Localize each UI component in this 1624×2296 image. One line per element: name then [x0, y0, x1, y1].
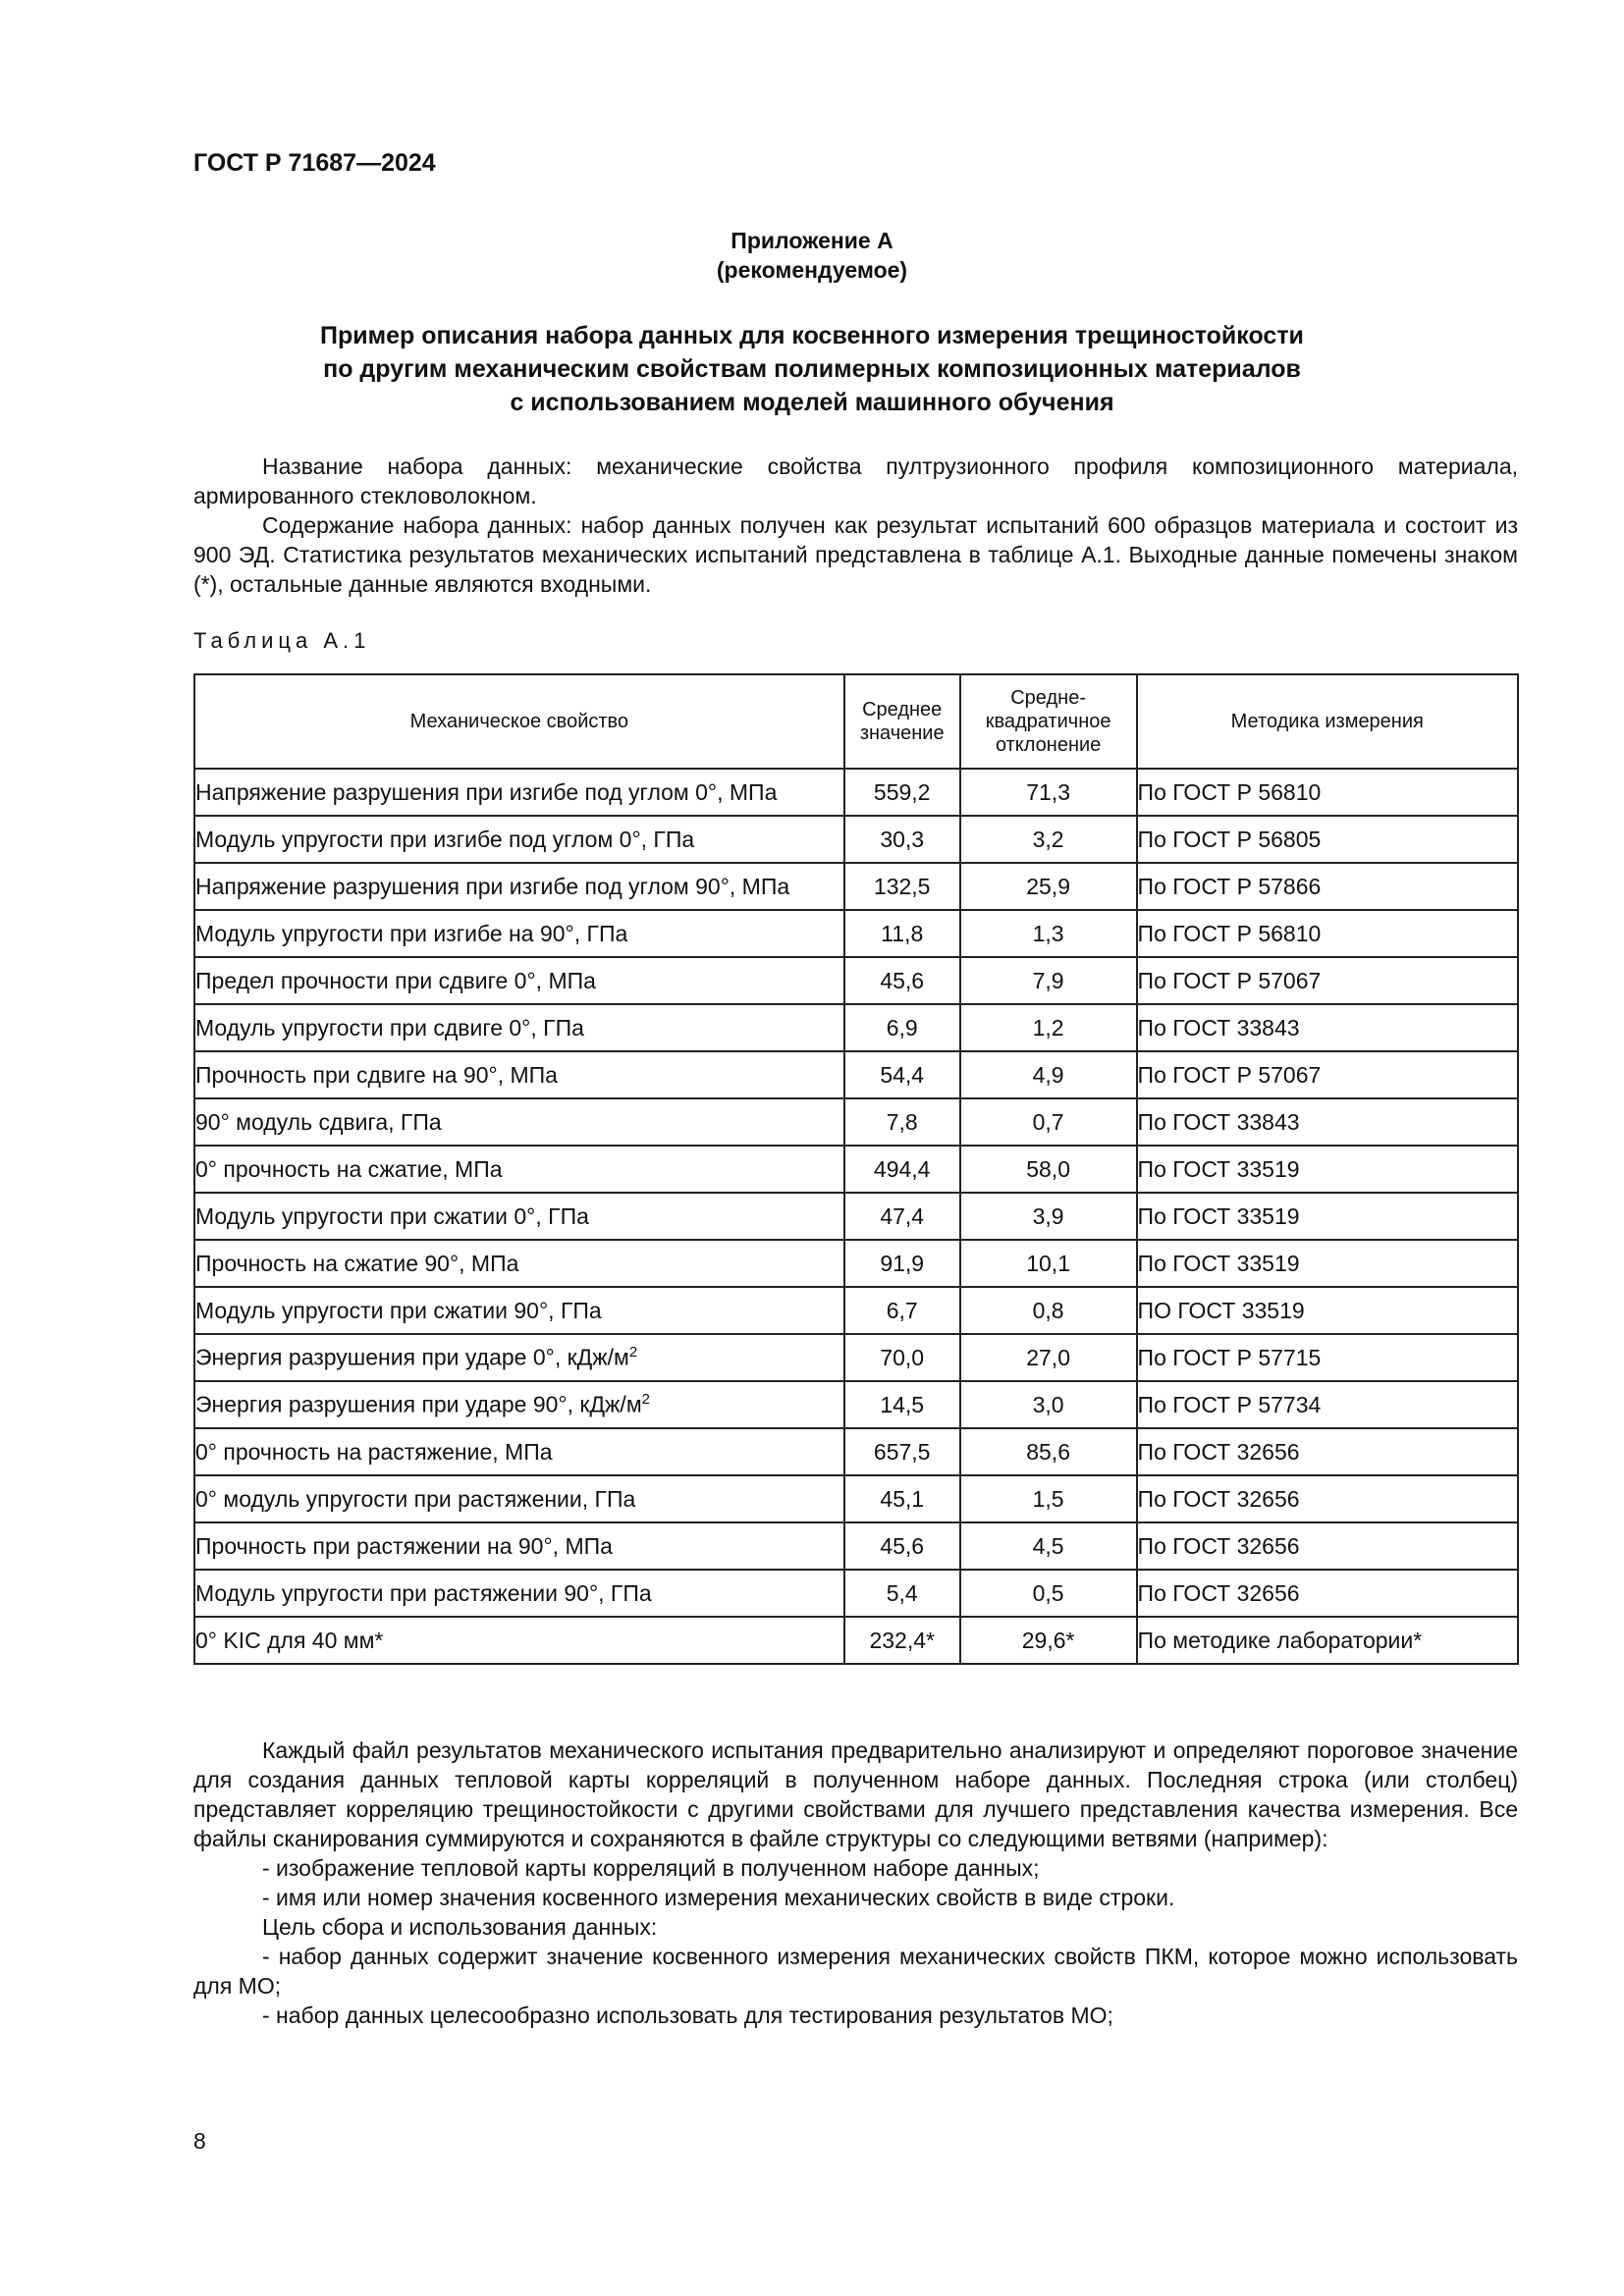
cell-mean: 559,2 [844, 769, 960, 816]
cell-property: 0° прочность на сжатие, МПа [194, 1146, 844, 1193]
cell-sd: 10,1 [960, 1240, 1137, 1287]
table-row [194, 1193, 1518, 1240]
cell-sd: 71,3 [960, 769, 1137, 816]
dataset-name-paragraph: Название набора данных: механические свойства пултрузионного профиля композиционного материала, армированного стекловолокном. [193, 454, 1518, 508]
cell-sd: 85,6 [960, 1428, 1137, 1475]
cell-property: 0° модуль упругости при растяжении, ГПа [194, 1475, 844, 1522]
cell-mean: 91,9 [844, 1240, 960, 1287]
cell-property: Модуль упругости при растяжении 90°, ГПа [194, 1570, 844, 1617]
list-item: - набор данных целесообразно использовать для тестирования результатов МО; [262, 2002, 1113, 2028]
cell-sd: 1,3 [960, 910, 1137, 957]
cell-mean: 657,5 [844, 1428, 960, 1475]
header-mean: Среднее значение [844, 674, 960, 769]
cell-sd: 25,9 [960, 863, 1137, 910]
cell-property: Модуль упругости при сдвиге 0°, ГПа [194, 1004, 844, 1051]
cell-sd: 3,9 [960, 1193, 1137, 1240]
cell-mean: 70,0 [844, 1334, 960, 1381]
cell-method: По ГОСТ Р 56810 [1137, 769, 1518, 816]
cell-method: По ГОСТ Р 57715 [1137, 1334, 1518, 1381]
cell-sd: 0,5 [960, 1570, 1137, 1617]
cell-mean: 132,5 [844, 863, 960, 910]
annex-status: (рекомендуемое) [716, 257, 908, 283]
list-item: - изображение тепловой карты корреляций в полученном наборе данных; [262, 1855, 1040, 1881]
cell-sd: 1,2 [960, 1004, 1137, 1051]
cell-property: Прочность при сдвиге на 90°, МПа [194, 1051, 844, 1098]
header-method: Методика измерения [1137, 674, 1518, 769]
cell-property: Модуль упругости при сжатии 0°, ГПа [194, 1193, 844, 1240]
annex-title [236, 319, 1388, 419]
cell-method: По ГОСТ Р 57734 [1137, 1381, 1518, 1428]
cell-method: По ГОСТ 33519 [1137, 1146, 1518, 1193]
cell-sd: 0,8 [960, 1287, 1137, 1334]
cell-sd: 29,6* [960, 1617, 1137, 1664]
mechanical-properties-table [193, 673, 1519, 1665]
cell-property: Напряжение разрушения при изгибе под углом 0°, МПа [194, 769, 844, 816]
cell-method: По ГОСТ Р 57067 [1137, 1051, 1518, 1098]
header-sd: Средне-квадратичное отклонение [960, 674, 1137, 769]
table-row [194, 957, 1518, 1004]
cell-property: Прочность на сжатие 90°, МПа [194, 1240, 844, 1287]
cell-property: Прочность при растяжении на 90°, МПа [194, 1522, 844, 1570]
dataset-content-paragraph: Содержание набора данных: набор данных получен как результат испытаний 600 образцов материала и состоит из 900 ЭД. Статистика результатов механических испытаний представлена в таблице А.1. Выходные данные помечены знаком (*), остальные данные являются входными. [193, 512, 1518, 597]
table-row [194, 1051, 1518, 1098]
cell-sd: 27,0 [960, 1334, 1137, 1381]
header-property: Механическое свойство [194, 674, 844, 769]
table-row [194, 1146, 1518, 1193]
cell-mean: 494,4 [844, 1146, 960, 1193]
table-row [194, 910, 1518, 957]
cell-method: По ГОСТ 33843 [1137, 1098, 1518, 1146]
table-header-row [194, 674, 1518, 769]
table-row [194, 1334, 1518, 1381]
cell-mean: 14,5 [844, 1381, 960, 1428]
cell-sd: 7,9 [960, 957, 1137, 1004]
annex-title-line: с использованием моделей машинного обучения [510, 389, 1114, 416]
table-row [194, 1522, 1518, 1570]
cell-property: 0° KIC для 40 мм* [194, 1617, 844, 1664]
table-row [194, 1570, 1518, 1617]
list-item: - набор данных содержит значение косвенного измерения механических свойств ПКМ, которое можно использовать для МО; [193, 1944, 1518, 1999]
cell-mean: 30,3 [844, 816, 960, 863]
cell-method: По ГОСТ 33519 [1137, 1193, 1518, 1240]
cell-method: По ГОСТ 32656 [1137, 1570, 1518, 1617]
cell-mean: 7,8 [844, 1098, 960, 1146]
cell-property: Модуль упругости при сжатии 90°, ГПа [194, 1287, 844, 1334]
table-caption: Таблица А.1 [193, 628, 371, 653]
cell-mean: 54,4 [844, 1051, 960, 1098]
processing-paragraph: Каждый файл результатов механического испытания предварительно анализируют и определяют пороговое значение для создания данных тепловой карты корреляций в полученном наборе данных. Последняя строка (или столбец) представляет корреляцию трещиностойкости с другими свойствами для лучшего представления качества измерения. Все файлы сканирования суммируются и сохраняются в файле структуры со следующими ветвями (например): [193, 1737, 1518, 1851]
table-row [194, 769, 1518, 816]
cell-mean: 6,7 [844, 1287, 960, 1334]
cell-property: Энергия разрушения при ударе 90°, кДж/$м^2$ [194, 1381, 844, 1428]
table-row [194, 1004, 1518, 1051]
cell-mean: 45,6 [844, 1522, 960, 1570]
table-row [194, 1475, 1518, 1522]
cell-property: 0° прочность на растяжение, МПа [194, 1428, 844, 1475]
cell-property: 90° модуль сдвига, ГПа [194, 1098, 844, 1146]
document-code: ГОСТ Р 71687—2024 [193, 149, 436, 177]
cell-sd: 3,0 [960, 1381, 1137, 1428]
annex-title-line: Пример описания набора данных для косвенного измерения трещиностойкости [320, 322, 1304, 349]
cell-method: По ГОСТ Р 57067 [1137, 957, 1518, 1004]
cell-sd: 58,0 [960, 1146, 1137, 1193]
cell-sd: 0,7 [960, 1098, 1137, 1146]
annex-name: Приложение А [731, 228, 893, 253]
cell-sd: 4,5 [960, 1522, 1137, 1570]
cell-property: Модуль упругости при изгибе под углом 0°, ГПа [194, 816, 844, 863]
table-body [194, 769, 1518, 1664]
cell-property: Напряжение разрушения при изгибе под углом 90°, МПа [194, 863, 844, 910]
body-text [193, 1735, 1518, 2030]
cell-method: По ГОСТ 32656 [1137, 1475, 1518, 1522]
annex-title-line: по другим механическим свойствам полимерных композиционных материалов [323, 355, 1301, 383]
cell-method: По методике лаборатории* [1137, 1617, 1518, 1664]
cell-property: Модуль упругости при изгибе на 90°, ГПа [194, 910, 844, 957]
cell-mean: 232,4* [844, 1617, 960, 1664]
table-row [194, 1617, 1518, 1664]
table-row [194, 863, 1518, 910]
table-row [194, 1287, 1518, 1334]
cell-property: Предел прочности при сдвиге 0°, МПа [194, 957, 844, 1004]
table-row [194, 1381, 1518, 1428]
cell-mean: 11,8 [844, 910, 960, 957]
cell-method: По ГОСТ Р 56805 [1137, 816, 1518, 863]
cell-mean: 6,9 [844, 1004, 960, 1051]
cell-method: По ГОСТ 33519 [1137, 1240, 1518, 1287]
cell-method: По ГОСТ 32656 [1137, 1428, 1518, 1475]
cell-method: По ГОСТ 32656 [1137, 1522, 1518, 1570]
table-row [194, 1428, 1518, 1475]
cell-sd: 1,5 [960, 1475, 1137, 1522]
cell-method: ПО ГОСТ 33519 [1137, 1287, 1518, 1334]
cell-mean: 47,4 [844, 1193, 960, 1240]
table-row [194, 1098, 1518, 1146]
cell-mean: 45,1 [844, 1475, 960, 1522]
cell-method: По ГОСТ Р 57866 [1137, 863, 1518, 910]
list-item: - имя или номер значения косвенного измерения механических свойств в виде строки. [262, 1885, 1175, 1910]
table-row [194, 1240, 1518, 1287]
cell-method: По ГОСТ Р 56810 [1137, 910, 1518, 957]
page-number: 8 [193, 2128, 206, 2154]
purpose-heading: Цель сбора и использования данных: [262, 1914, 658, 1940]
cell-sd: 3,2 [960, 816, 1137, 863]
table-row [194, 816, 1518, 863]
cell-property: Энергия разрушения при ударе 0°, кДж/$м^2$ [194, 1334, 844, 1381]
cell-mean: 45,6 [844, 957, 960, 1004]
cell-method: По ГОСТ 33843 [1137, 1004, 1518, 1051]
cell-sd: 4,9 [960, 1051, 1137, 1098]
cell-mean: 5,4 [844, 1570, 960, 1617]
